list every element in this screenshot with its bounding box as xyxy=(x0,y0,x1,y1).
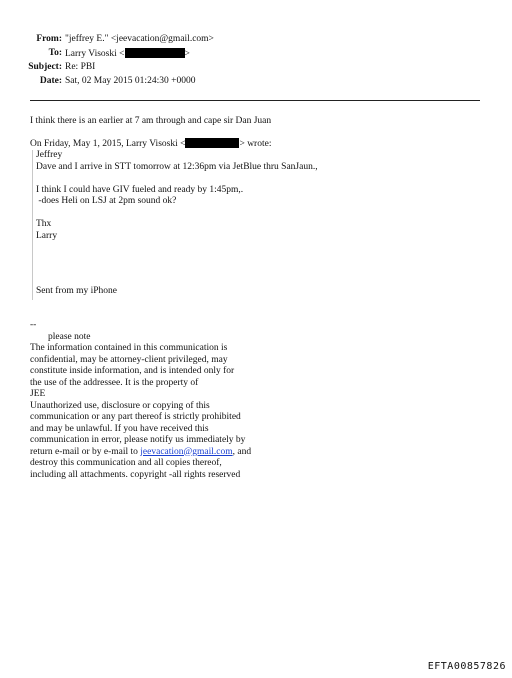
email-line-suffix: , and xyxy=(232,446,252,457)
quoted-line: Dave and I arrive in STT tomorrow at 12:36pm via JetBlue thru SanJaun., xyxy=(36,161,318,172)
disclaimer-line: JEE xyxy=(30,389,46,399)
sent-from-line: Sent from my iPhone xyxy=(36,286,118,296)
subject-value: Re: PBI xyxy=(65,62,96,72)
redaction-bar xyxy=(185,138,239,148)
disclaimer-line: including all attachments. copyright -all rights reserved xyxy=(30,469,241,480)
to-label: To: xyxy=(48,48,62,58)
disclaimer-line: communication in error, please notify us immediately by xyxy=(30,435,246,445)
note-title: please note xyxy=(48,332,91,342)
subject-label: Subject: xyxy=(28,62,62,72)
disclaimer-line: Unauthorized use, disclosure or copying of this xyxy=(30,400,210,411)
date-label: Date: xyxy=(39,76,62,86)
disclaimer-line: confidential, may be attorney-client privileged, may xyxy=(30,354,228,365)
quoted-line: Thx xyxy=(36,219,52,229)
email-line-prefix: return e-mail or by e-mail to xyxy=(30,446,141,457)
document-id: EFTA00857826 xyxy=(427,660,506,672)
disclaimer-line: The information contained in this communication is xyxy=(30,343,228,353)
quoted-line xyxy=(36,173,318,185)
attribution-prefix: On Friday, May 1, 2015, Larry Visoski < xyxy=(30,139,186,149)
disclaimer-line: constitute inside information, and is intended only for xyxy=(30,366,235,376)
quoted-line: -does Heli on LSJ at 2pm sound ok? xyxy=(36,196,177,206)
reply-line: I think there is an earlier at 7 am through and cape sir Dan Juan xyxy=(30,116,272,126)
to-name: Larry Visoski < xyxy=(65,49,125,59)
disclaimer-email-line xyxy=(30,447,251,459)
from-value: "jeffrey E." <jeevacation@gmail.com> xyxy=(65,34,214,44)
quoted-line: Larry xyxy=(36,230,58,241)
quoted-line: Jeffrey xyxy=(36,150,63,160)
header-divider xyxy=(30,100,480,101)
disclaimer-line: communication or any part thereof is strictly prohibited xyxy=(30,412,241,422)
to-value xyxy=(65,48,190,61)
disclaimer-line: destroy this communication and all copies thereof, xyxy=(30,458,222,468)
email-link[interactable]: jeevacation@gmail.com xyxy=(140,446,233,457)
quoted-line: I think I could have GIV fueled and ready by 1:45pm,. xyxy=(36,184,244,195)
disclaimer-line: and may be unlawful. If you have received this xyxy=(30,423,209,434)
quote-bar xyxy=(32,150,33,300)
quoted-block xyxy=(36,150,318,242)
redaction-bar xyxy=(125,48,185,58)
quoted-line xyxy=(36,208,318,220)
attribution-line xyxy=(30,138,271,151)
to-suffix: > xyxy=(184,49,190,59)
attribution-suffix: > wrote: xyxy=(239,139,272,149)
from-label: From: xyxy=(36,34,62,44)
date-value: Sat, 02 May 2015 01:24:30 +0000 xyxy=(65,76,196,86)
signature-separator: -- xyxy=(30,320,37,330)
disclaimer-block xyxy=(30,343,251,481)
disclaimer-line: the use of the addressee. It is the property of xyxy=(30,377,199,388)
